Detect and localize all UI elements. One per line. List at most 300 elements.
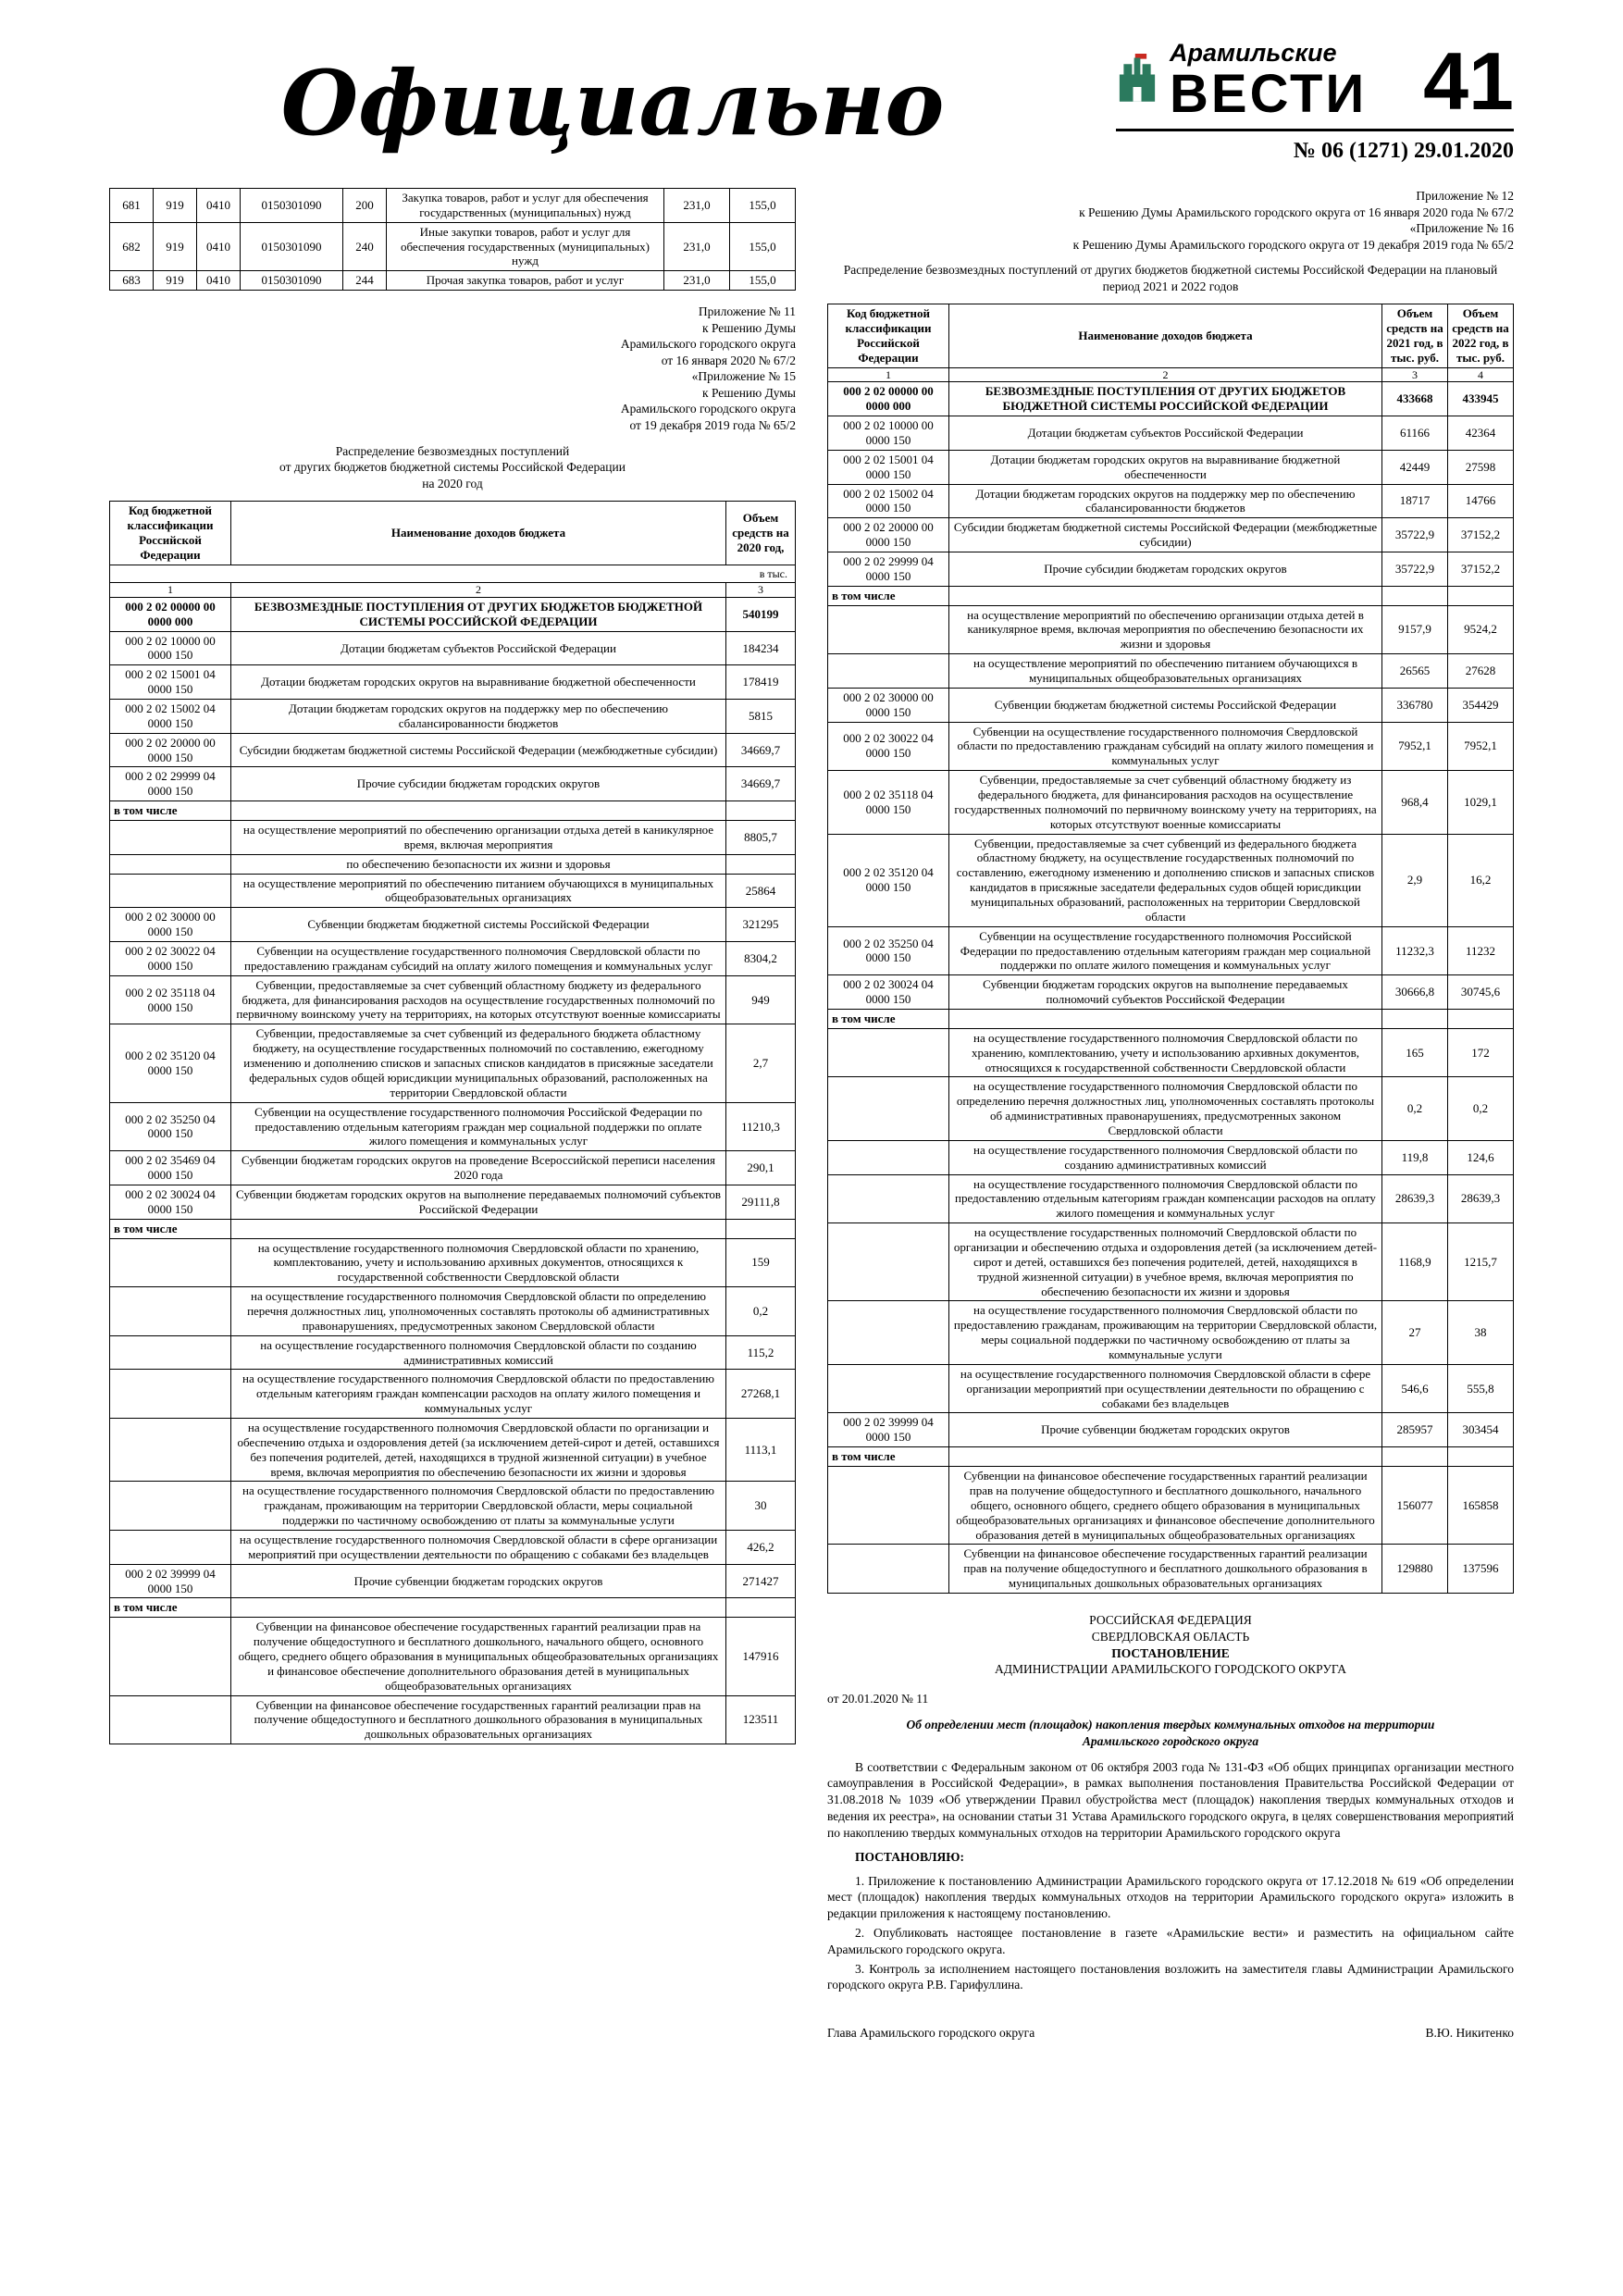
- brand-name-bottom: ВЕСТИ: [1170, 64, 1368, 124]
- amount-2022-cell: 37152,2: [1448, 552, 1514, 586]
- income-name-cell: Дотации бюджетам городских округов на выравнивание бюджетной обеспеченности: [949, 450, 1382, 484]
- income-name-cell: [949, 1447, 1382, 1467]
- budget-code-cell: [828, 1174, 949, 1223]
- budget-row: [110, 1418, 796, 1481]
- col-num-3: 3: [1382, 367, 1448, 382]
- appendix-ref-line: «Приложение № 15: [691, 369, 796, 384]
- code-column-header: Код бюджетной классификации Российской Федерации: [110, 502, 231, 565]
- table-title-line: от других бюджетов бюджетной системы Российской Федерации: [279, 460, 626, 475]
- budget-row: [110, 1695, 796, 1744]
- income-name-cell: на осуществление государственного полномочия Свердловской области по предоставлению гражданам, проживающим на территории Свердловской области, меры социальной поддержки по частичному освобождению от платы за коммунальные услуги: [949, 1301, 1382, 1364]
- expense-type-cell: 240: [343, 222, 387, 271]
- budget-row: [110, 975, 796, 1024]
- budget-code-cell: в том числе: [828, 586, 949, 605]
- income-name-cell: Дотации бюджетам субъектов Российской Федерации: [949, 416, 1382, 451]
- budget-code-cell: в том числе: [828, 1447, 949, 1467]
- appendix-12-reference: [827, 188, 1514, 253]
- amount-2020-cell: 8304,2: [726, 942, 796, 976]
- income-name-cell: на осуществление мероприятий по обеспечению питанием обучающихся в муниципальных общеобразовательных организациях: [949, 654, 1382, 689]
- income-name-cell: [231, 801, 726, 821]
- header-row: [110, 502, 796, 565]
- budget-2020-table-head: [110, 502, 796, 598]
- appendix-ref-line: от 16 января 2020 № 67/2: [661, 353, 796, 367]
- amount-2021-cell: [1382, 1447, 1448, 1467]
- header-row: [828, 304, 1514, 367]
- amount-2022-cell: 9524,2: [1448, 605, 1514, 654]
- page-number: 41: [1423, 34, 1514, 127]
- income-name-cell: Субвенции на финансовое обеспечение государственных гарантий реализации прав на получение общедоступного и бесплатного дошкольного образования в муниципальных дошкольных образовательных организациях: [949, 1545, 1382, 1594]
- income-name-cell: БЕЗВОЗМЕЗДНЫЕ ПОСТУПЛЕНИЯ ОТ ДРУГИХ БЮДЖЕТОВ БЮДЖЕТНОЙ СИСТЕМЫ РОССИЙСКОЙ ФЕДЕРАЦИИ: [231, 597, 726, 631]
- budget-row: [110, 1024, 796, 1102]
- amount-2020-cell: 159: [726, 1238, 796, 1287]
- section-code-cell: 0410: [197, 271, 241, 291]
- budget-row: [828, 1010, 1514, 1029]
- budget-2020-table: [109, 501, 796, 1744]
- amount-2020-cell: 8805,7: [726, 821, 796, 855]
- budget-row: [828, 1364, 1514, 1413]
- decree-subject: Об определении мест (площадок) накопления твердых коммунальных отходов на территории Арамильского городского округа: [906, 1718, 1435, 1748]
- amount-2022-cell: 37152,2: [1448, 518, 1514, 552]
- budget-row: [110, 665, 796, 700]
- target-article-cell: 0150301090: [241, 189, 343, 223]
- budget-row: [110, 942, 796, 976]
- amount-2021-cell: 546,6: [1382, 1364, 1448, 1413]
- budget-row: [828, 1545, 1514, 1594]
- income-name-cell: БЕЗВОЗМЕЗДНЫЕ ПОСТУПЛЕНИЯ ОТ ДРУГИХ БЮДЖЕТОВ БЮДЖЕТНОЙ СИСТЕМЫ РОССИЙСКОЙ ФЕДЕРАЦИИ: [949, 382, 1382, 416]
- amount-2022-cell: [1448, 1447, 1514, 1467]
- amount-2020-cell: [726, 1219, 796, 1238]
- budget-row: [828, 1467, 1514, 1545]
- brand-text: [1170, 39, 1368, 124]
- decree-title: ПОСТАНОВЛЕНИЕ: [1111, 1645, 1230, 1660]
- amount-2021-cell: 2,9: [1382, 834, 1448, 926]
- carryover-row: [110, 189, 796, 223]
- amount-2022-cell: 354429: [1448, 688, 1514, 722]
- budget-row: [828, 518, 1514, 552]
- amount-2021-cell: 285957: [1382, 1413, 1448, 1447]
- signature-row: [827, 2025, 1514, 2042]
- income-name-cell: Субвенции на финансовое обеспечение государственных гарантий реализации прав на получение общедоступного и бесплатного дошкольного, начального общего, основного общего, среднего общего образования в муниципальных общеобразовательных организациях и финансовое обеспечение дополнительного образования детей в муниципальных общеобразовательных организациях: [231, 1618, 726, 1695]
- value-column-header: Объем средств на 2020 год,: [726, 502, 796, 565]
- amount-b-cell: 155,0: [730, 222, 796, 271]
- appendix-ref-line: «Приложение № 16: [1409, 221, 1514, 236]
- budget-row: [828, 654, 1514, 689]
- budget-row: [110, 1185, 796, 1219]
- amount-2021-cell: 18717: [1382, 484, 1448, 518]
- column-numbers-row: [110, 583, 796, 598]
- amount-2022-cell: 1215,7: [1448, 1223, 1514, 1301]
- budget-row: [110, 597, 796, 631]
- table-title-line: Распределение безвозмездных поступлений: [335, 443, 570, 458]
- amount-2020-cell: 30: [726, 1482, 796, 1531]
- budget-row: [828, 1028, 1514, 1077]
- amount-a-cell: 231,0: [664, 271, 730, 291]
- budget-row: [828, 975, 1514, 1010]
- budget-code-cell: [828, 654, 949, 689]
- budget-row: [828, 834, 1514, 926]
- budget-code-cell: 000 2 02 35118 04 0000 150: [110, 975, 231, 1024]
- income-name-cell: на осуществление мероприятий по обеспечению организации отдыха детей в каникулярное время, включая мероприятия по обеспечению безопасности их жизни и здоровья: [949, 605, 1382, 654]
- amount-2022-cell: 27628: [1448, 654, 1514, 689]
- amount-2020-cell: [726, 854, 796, 874]
- budget-row: [110, 733, 796, 767]
- budget-code-cell: 000 2 02 20000 00 0000 150: [110, 733, 231, 767]
- amount-2021-cell: 26565: [1382, 654, 1448, 689]
- admin-code-cell: 919: [154, 222, 197, 271]
- income-name-cell: Дотации бюджетам городских округов на выравнивание бюджетной обеспеченности: [231, 665, 726, 700]
- decree-item: 1. Приложение к постановлению Администрации Арамильского городского округа от 17.12.2018 № 619 «Об определении мест (площадок) накопления твердых коммунальных отходов на территории Арамильского городского округа» изложить в редакции приложения к настоящему постановлению.: [827, 1873, 1514, 1921]
- amount-2020-cell: 27268,1: [726, 1370, 796, 1419]
- units-cell: в тыс.: [110, 565, 796, 583]
- amount-2020-cell: [726, 801, 796, 821]
- expense-name-cell: Прочая закупка товаров, работ и услуг: [387, 271, 664, 291]
- amount-2020-cell: 426,2: [726, 1530, 796, 1564]
- expense-type-cell: 244: [343, 271, 387, 291]
- budget-code-cell: 000 2 02 35469 04 0000 150: [110, 1151, 231, 1185]
- budget-code-cell: [110, 1335, 231, 1370]
- income-name-cell: Дотации бюджетам субъектов Российской Федерации: [231, 631, 726, 665]
- income-name-cell: Дотации бюджетам городских округов на поддержку мер по обеспечению сбалансированности бюджетов: [949, 484, 1382, 518]
- amount-2022-cell: 27598: [1448, 450, 1514, 484]
- amount-2020-cell: 29111,8: [726, 1185, 796, 1219]
- budget-code-cell: [110, 874, 231, 908]
- decree-date: от 20.01.2020 № 11: [827, 1692, 929, 1706]
- budget-code-cell: [828, 1545, 949, 1594]
- budget-row: [828, 1223, 1514, 1301]
- budget-code-cell: в том числе: [110, 801, 231, 821]
- income-name-cell: Субвенции бюджетам городских округов на выполнение передаваемых полномочий субъектов Российской Федерации: [231, 1185, 726, 1219]
- amount-2022-cell: 7952,1: [1448, 722, 1514, 771]
- appendix-ref-line: к Решению Думы: [702, 320, 796, 335]
- col-num-4: 4: [1448, 367, 1514, 382]
- budget-code-cell: [828, 1077, 949, 1140]
- budget-row: [110, 874, 796, 908]
- budget-row: [828, 1174, 1514, 1223]
- income-name-cell: Субвенции бюджетам городских округов на выполнение передаваемых полномочий субъектов Российской Федерации: [949, 975, 1382, 1010]
- decree-org: АДМИНИСТРАЦИИ АРАМИЛЬСКОГО ГОРОДСКОГО ОКРУГА: [995, 1662, 1346, 1677]
- appendix-11-reference: [109, 304, 796, 433]
- income-name-cell: на осуществление государственных полномочий Свердловской области по организации и обеспечению отдыха и оздоровления детей (за исключением детей-сирот и детей, оставшихся без попечения родителей, детей, находящихся в трудной жизненной ситуации) в учебное время, включая мероприятия по обеспечению безопасности их жизни и здоровья: [949, 1223, 1382, 1301]
- budget-row: [828, 1413, 1514, 1447]
- newspaper-brand: [1116, 34, 1514, 164]
- budget-2021-2022-table-title: Распределение безвозмездных поступлений от других бюджетов бюджетной системы Российской Федерации на плановый период 2021 и 2022 годов: [843, 263, 1498, 293]
- admin-code-cell: 919: [154, 271, 197, 291]
- decree-item: 2. Опубликовать настоящее постановление в газете «Арамильские вести» и разместить на официальном сайте Арамильского городского округа.: [827, 1925, 1514, 1956]
- carryover-row: [110, 222, 796, 271]
- income-name-cell: на осуществление государственного полномочия Свердловской области по определению перечня должностных лиц, уполномоченных составлять протоколы об административных правонарушениях, предусмотренных законом Свердловской области: [949, 1077, 1382, 1140]
- budget-row: [828, 586, 1514, 605]
- budget-code-cell: 000 2 02 10000 00 0000 150: [828, 416, 949, 451]
- decree-items: [827, 1873, 1514, 1994]
- amount-2020-cell: 25864: [726, 874, 796, 908]
- budget-row: [110, 854, 796, 874]
- amount-2021-cell: [1382, 586, 1448, 605]
- budget-row: [828, 605, 1514, 654]
- budget-code-cell: 000 2 02 15002 04 0000 150: [110, 700, 231, 734]
- budget-code-cell: [110, 821, 231, 855]
- expense-name-cell: Закупка товаров, работ и услуг для обеспечения государственных (муниципальных) нужд: [387, 189, 664, 223]
- income-name-cell: Субвенции, предоставляемые за счет субвенций из федерального бюджета областному бюджету, на осуществление государственных полномочий по составлению, ежегодному изменению и дополнению списков и запасных списков кандидатов в присяжные заседатели федеральных судов общей юрисдикции муниципальных образований, расположенных на территории Свердловской области: [949, 834, 1382, 926]
- budget-row: [828, 382, 1514, 416]
- amount-2020-cell: 2,7: [726, 1024, 796, 1102]
- budget-code-cell: [828, 1301, 949, 1364]
- appendix-ref-line: к Решению Думы Арамильского городского округа от 16 января 2020 года № 67/2: [1079, 205, 1514, 219]
- income-name-cell: на осуществление государственного полномочия Свердловской области по организации и обеспечению отдыха и оздоровления детей (за исключением детей-сирот и детей, оставшихся без попечения родителей, детей, находящихся в трудной жизненной ситуации) в учебное время, включая мероприятия по обеспечению безопасности их жизни и здоровья: [231, 1418, 726, 1481]
- decree: [827, 1612, 1514, 2042]
- amount-b-cell: 155,0: [730, 189, 796, 223]
- income-name-cell: [231, 1219, 726, 1238]
- budget-row: [828, 1140, 1514, 1174]
- budget-code-cell: [110, 1530, 231, 1564]
- amount-2020-cell: 949: [726, 975, 796, 1024]
- budget-row: [828, 1447, 1514, 1467]
- budget-row: [110, 821, 796, 855]
- income-name-cell: Субвенции бюджетам бюджетной системы Российской Федерации: [949, 688, 1382, 722]
- budget-row: [828, 552, 1514, 586]
- income-name-cell: Субвенции, предоставляемые за счет субвенций областному бюджету из федерального бюджета, для финансирования расходов на осуществление государственных полномочий по первичному воинскому учету на территориях, на которых отсутствуют военные комиссариаты: [949, 771, 1382, 834]
- income-name-cell: на осуществление государственного полномочия Свердловской области по созданию административных комиссий: [231, 1335, 726, 1370]
- left-column: [109, 188, 796, 1744]
- budget-code-cell: 000 2 02 35250 04 0000 150: [110, 1102, 231, 1151]
- budget-code-cell: 000 2 02 39999 04 0000 150: [110, 1564, 231, 1598]
- amount-2021-cell: 11232,3: [1382, 926, 1448, 975]
- amount-2020-cell: 123511: [726, 1695, 796, 1744]
- target-article-cell: 0150301090: [241, 222, 343, 271]
- expense-name-cell: Иные закупки товаров, работ и услуг для обеспечения государственных (муниципальных) нужд: [387, 222, 664, 271]
- budget-code-cell: 000 2 02 30000 00 0000 150: [828, 688, 949, 722]
- signer-name: В.Ю. Никитенко: [1425, 2026, 1514, 2041]
- budget-row: [828, 771, 1514, 834]
- budget-code-cell: [110, 1418, 231, 1481]
- amount-2020-cell: 178419: [726, 665, 796, 700]
- name-column-header: Наименование доходов бюджета: [949, 304, 1382, 367]
- admin-code-cell: 919: [154, 189, 197, 223]
- budget-code-cell: 000 2 02 15001 04 0000 150: [828, 450, 949, 484]
- budget-row: [828, 688, 1514, 722]
- income-name-cell: на осуществление государственного полномочия Свердловской области в сфере организации мероприятий при осуществлении деятельности по обращению с собаками без владельцев: [949, 1364, 1382, 1413]
- income-name-cell: по обеспечению безопасности их жизни и здоровья: [231, 854, 726, 874]
- amount-2022-cell: 433945: [1448, 382, 1514, 416]
- table-title-line: на 2020 год: [422, 476, 483, 490]
- col-num-3: 3: [726, 583, 796, 598]
- budget-code-cell: в том числе: [110, 1219, 231, 1238]
- amount-a-cell: 231,0: [664, 222, 730, 271]
- appendix-ref-line: Арамильского городского округа: [620, 337, 796, 352]
- income-name-cell: на осуществление государственного полномочия Свердловской области по предоставлению отдельным категориям граждан компенсации расходов на оплату жилого помещения и коммунальных услуг: [949, 1174, 1382, 1223]
- budget-row: [110, 1530, 796, 1564]
- income-name-cell: Прочие субвенции бюджетам городских округов: [231, 1564, 726, 1598]
- budget-code-cell: [110, 1618, 231, 1695]
- income-name-cell: на осуществление государственного полномочия Свердловской области по предоставлению гражданам, проживающим на территории Свердловской области, меры социальной поддержки по частичному освобождению от платы за коммунальные услуги: [231, 1482, 726, 1531]
- amount-2022-cell: 14766: [1448, 484, 1514, 518]
- brand-row: [1116, 34, 1514, 131]
- budget-code-cell: 000 2 02 39999 04 0000 150: [828, 1413, 949, 1447]
- budget-row: [110, 1151, 796, 1185]
- amount-2021-cell: 42449: [1382, 450, 1448, 484]
- income-name-cell: на осуществление государственного полномочия Свердловской области в сфере организации мероприятий при осуществлении деятельности по обращению с собаками без владельцев: [231, 1530, 726, 1564]
- budget-2021-2022-table-head: [828, 304, 1514, 382]
- budget-row: [110, 700, 796, 734]
- amount-a-cell: 231,0: [664, 189, 730, 223]
- amount-2022-cell: 555,8: [1448, 1364, 1514, 1413]
- budget-2021-2022-table-body: [828, 382, 1514, 1594]
- amount-2021-cell: 156077: [1382, 1467, 1448, 1545]
- budget-code-cell: 000 2 02 29999 04 0000 150: [828, 552, 949, 586]
- decree-heading-line: СВЕРДЛОВСКАЯ ОБЛАСТЬ: [1091, 1629, 1250, 1644]
- amount-2020-cell: 0,2: [726, 1287, 796, 1336]
- budget-code-cell: 000 2 02 35250 04 0000 150: [828, 926, 949, 975]
- amount-2021-cell: 1168,9: [1382, 1223, 1448, 1301]
- budget-row: [110, 908, 796, 942]
- amount-2021-cell: 336780: [1382, 688, 1448, 722]
- appendix-ref-line: от 19 декабря 2019 года № 65/2: [629, 417, 796, 432]
- signer-title: Глава Арамильского городского округа: [827, 2026, 1035, 2041]
- income-name-cell: Субвенции на финансовое обеспечение государственных гарантий реализации прав на получение общедоступного и бесплатного дошкольного образования в муниципальных дошкольных образовательных организациях: [231, 1695, 726, 1744]
- row-number-cell: 683: [110, 271, 154, 291]
- income-name-cell: Прочие субсидии бюджетам городских округов: [949, 552, 1382, 586]
- budget-code-cell: [110, 1482, 231, 1531]
- amount-2021-cell: 0,2: [1382, 1077, 1448, 1140]
- amount-2020-cell: 34669,7: [726, 733, 796, 767]
- budget-row: [828, 1077, 1514, 1140]
- value-2021-column-header: Объем средств на 2021 год, в тыс. руб.: [1382, 304, 1448, 367]
- income-name-cell: на осуществление государственного полномочия Свердловской области по хранению, комплектованию, учету и использованию архивных документов, относящихся к государственной собственности Свердловской области: [949, 1028, 1382, 1077]
- col-num-2: 2: [949, 367, 1382, 382]
- decree-resolve-label: ПОСТАНОВЛЯЮ:: [855, 1849, 964, 1864]
- amount-2022-cell: 38: [1448, 1301, 1514, 1364]
- column-numbers-row: [828, 367, 1514, 382]
- amount-2022-cell: 16,2: [1448, 834, 1514, 926]
- amount-2021-cell: 7952,1: [1382, 722, 1448, 771]
- budget-code-cell: 000 2 02 30000 00 0000 150: [110, 908, 231, 942]
- budget-2020-table-title: [115, 443, 790, 492]
- budget-row: [110, 1335, 796, 1370]
- issue-date: № 06 (1271) 29.01.2020: [1293, 139, 1514, 163]
- income-name-cell: Субвенции, предоставляемые за счет субвенций областному бюджету из федерального бюджета, для финансирования расходов на осуществление государственных полномочий по первичному воинскому учету на территориях, на которых отсутствуют военные комиссариаты: [231, 975, 726, 1024]
- code-column-header: Код бюджетной классификации Российской Федерации: [828, 304, 949, 367]
- budget-code-cell: 000 2 02 30024 04 0000 150: [828, 975, 949, 1010]
- income-name-cell: Субвенции бюджетам бюджетной системы Российской Федерации: [231, 908, 726, 942]
- budget-row: [110, 631, 796, 665]
- amount-2020-cell: 540199: [726, 597, 796, 631]
- budget-code-cell: [110, 1695, 231, 1744]
- appendix-ref-line: Приложение № 12: [1416, 189, 1514, 203]
- amount-2020-cell: 147916: [726, 1618, 796, 1695]
- income-name-cell: Субсидии бюджетам бюджетной системы Российской Федерации (межбюджетные субсидии): [231, 733, 726, 767]
- budget-row: [110, 801, 796, 821]
- income-name-cell: Субвенции на осуществление государственного полномочия Свердловской области по предоставлению гражданам субсидий на оплату жилого помещения и коммунальных услуг: [231, 942, 726, 976]
- amount-2022-cell: 172: [1448, 1028, 1514, 1077]
- col-num-1: 1: [828, 367, 949, 382]
- income-name-cell: на осуществление государственного полномочия Свердловской области по определению перечня должностных лиц, уполномоченных составлять протоколы об административных правонарушениях, предусмотренных законом Свердловской области: [231, 1287, 726, 1336]
- income-name-cell: Субвенции на финансовое обеспечение государственных гарантий реализации прав на получение общедоступного и бесплатного дошкольного, начального общего, основного общего, среднего общего образования в муниципальных общеобразовательных организациях и финансовое обеспечение дополнительного образования детей в муниципальных общеобразовательных организациях: [949, 1467, 1382, 1545]
- amount-2022-cell: 28639,3: [1448, 1174, 1514, 1223]
- income-name-cell: на осуществление мероприятий по обеспечению организации отдыха детей в каникулярное время, включая мероприятия: [231, 821, 726, 855]
- decree-heading: [827, 1612, 1514, 1645]
- budget-row: [828, 416, 1514, 451]
- amount-2022-cell: 165858: [1448, 1467, 1514, 1545]
- expense-type-cell: 200: [343, 189, 387, 223]
- decree-item: 3. Контроль за исполнением настоящего постановления возложить на заместителя главы Администрации Арамильского городского округа Р.В. Гарифуллина.: [827, 1961, 1514, 1992]
- budget-2021-2022-table: [827, 304, 1514, 1594]
- budget-code-cell: [828, 1467, 949, 1545]
- budget-row: [110, 1482, 796, 1531]
- page-header: [109, 34, 1514, 164]
- budget-row: [110, 1598, 796, 1618]
- budget-code-cell: 000 2 02 29999 04 0000 150: [110, 767, 231, 801]
- amount-2021-cell: 27: [1382, 1301, 1448, 1364]
- col-num-1: 1: [110, 583, 231, 598]
- amount-2020-cell: 34669,7: [726, 767, 796, 801]
- budget-code-cell: 000 2 02 15002 04 0000 150: [828, 484, 949, 518]
- budget-code-cell: в том числе: [110, 1598, 231, 1618]
- budget-code-cell: 000 2 02 35120 04 0000 150: [110, 1024, 231, 1102]
- income-name-cell: Субсидии бюджетам бюджетной системы Российской Федерации (межбюджетные субсидии): [949, 518, 1382, 552]
- section-code-cell: 0410: [197, 222, 241, 271]
- income-name-cell: Прочие субвенции бюджетам городских округов: [949, 1413, 1382, 1447]
- income-name-cell: Прочие субсидии бюджетам городских округов: [231, 767, 726, 801]
- income-name-cell: Субвенции бюджетам городских округов на проведение Всероссийской переписи населения 2020 года: [231, 1151, 726, 1185]
- target-article-cell: 0150301090: [241, 271, 343, 291]
- budget-code-cell: [828, 1223, 949, 1301]
- amount-2020-cell: 290,1: [726, 1151, 796, 1185]
- income-name-cell: на осуществление государственного полномочия Свердловской области по предоставлению отдельным категориям граждан компенсации расходов на оплату жилого помещения и коммунальных услуг: [231, 1370, 726, 1419]
- budget-code-cell: 000 2 02 20000 00 0000 150: [828, 518, 949, 552]
- amount-2021-cell: 129880: [1382, 1545, 1448, 1594]
- income-name-cell: Дотации бюджетам городских округов на поддержку мер по обеспечению сбалансированности бюджетов: [231, 700, 726, 734]
- budget-row: [110, 1287, 796, 1336]
- budget-code-cell: [110, 1238, 231, 1287]
- budget-code-cell: [828, 1364, 949, 1413]
- budget-code-cell: 000 2 02 30024 04 0000 150: [110, 1185, 231, 1219]
- income-name-cell: [949, 1010, 1382, 1029]
- budget-code-cell: 000 2 02 15001 04 0000 150: [110, 665, 231, 700]
- carryover-expenditure-table: [109, 188, 796, 291]
- income-name-cell: Субвенции на осуществление государственного полномочия Свердловской области по предоставлению гражданам субсидий на оплату жилого помещения и коммунальных услуг: [949, 722, 1382, 771]
- decree-preamble: В соответствии с Федеральным законом от 06 октября 2003 года № 131-ФЗ «Об общих принципах организации местного самоуправления в Российской Федерации», в рамках выполнения постановления Правительства Российской Федерации от 31.08.2018 № 1039 «Об утверждении Правил обустройства мест (площадок) накопления твердых коммунальных отходов и ведения их реестра», на основании статьи 31 Устава Арамильского городского округа, в целях совершенствования мероприятий по накоплению твердых коммунальных отходов на территории Арамильского городского округа: [827, 1759, 1514, 1840]
- income-name-cell: Субвенции на осуществление государственного полномочия Российской Федерации по предоставлению отдельным категориям граждан мер социальной поддержки по оплате жилого помещения и коммунальных услуг: [949, 926, 1382, 975]
- budget-row: [110, 1238, 796, 1287]
- content-columns: [109, 188, 1514, 2042]
- appendix-ref-line: Арамильского городского округа: [620, 402, 796, 416]
- amount-2021-cell: 61166: [1382, 416, 1448, 451]
- budget-code-cell: 000 2 02 35118 04 0000 150: [828, 771, 949, 834]
- budget-code-cell: [828, 1140, 949, 1174]
- budget-code-cell: 000 2 02 10000 00 0000 150: [110, 631, 231, 665]
- amount-2021-cell: [1382, 1010, 1448, 1029]
- section-code-cell: 0410: [197, 189, 241, 223]
- income-name-cell: Субвенции на осуществление государственного полномочия Российской Федерации по предоставлению отдельным категориям граждан мер социальной поддержки по оплате жилого помещения и коммунальных услуг: [231, 1102, 726, 1151]
- amount-2022-cell: 137596: [1448, 1545, 1514, 1594]
- budget-code-cell: 000 2 02 00000 00 0000 000: [828, 382, 949, 416]
- budget-code-cell: [828, 1028, 949, 1077]
- budget-code-cell: 000 2 02 00000 00 0000 000: [110, 597, 231, 631]
- amount-2020-cell: 184234: [726, 631, 796, 665]
- decree-heading-line: РОССИЙСКАЯ ФЕДЕРАЦИЯ: [1089, 1612, 1252, 1627]
- section-title: Официально: [280, 51, 945, 155]
- budget-code-cell: 000 2 02 30022 04 0000 150: [828, 722, 949, 771]
- budget-row: [828, 1301, 1514, 1364]
- row-number-cell: 682: [110, 222, 154, 271]
- amount-2021-cell: 28639,3: [1382, 1174, 1448, 1223]
- budget-code-cell: [110, 854, 231, 874]
- income-name-cell: [949, 586, 1382, 605]
- income-name-cell: на осуществление мероприятий по обеспечению питанием обучающихся в муниципальных общеобразовательных организациях: [231, 874, 726, 908]
- budget-row: [110, 1564, 796, 1598]
- income-name-cell: на осуществление государственного полномочия Свердловской области по хранению, комплектованию, учету и использованию архивных документов, относящихся к государственной собственности Свердловской области: [231, 1238, 726, 1287]
- amount-2021-cell: 30666,8: [1382, 975, 1448, 1010]
- amount-2021-cell: 968,4: [1382, 771, 1448, 834]
